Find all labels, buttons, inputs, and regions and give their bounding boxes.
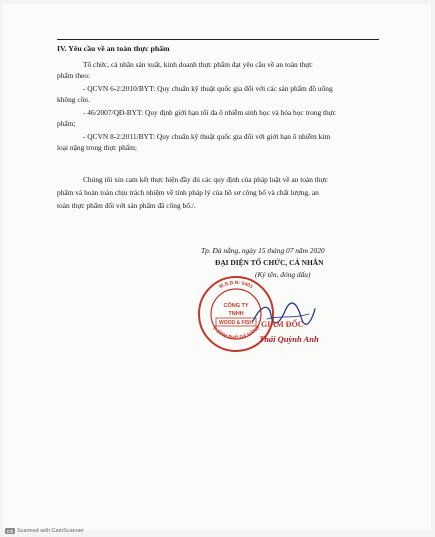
stamp-line-2: TNHH — [228, 311, 244, 317]
stamp-ring-bottom: THÀNH PHỐ ĐÀ NẴNG — [210, 324, 262, 342]
standard-item-2-line-2: phẩm; — [57, 119, 76, 128]
intro-line-1: Tổ chức, cá nhân sản xuất, kinh doanh thực phẩm đạt yêu cầu về an toàn thực — [83, 60, 313, 69]
standard-item-3-line-2: loại nặng trong thực phẩm; — [57, 143, 137, 152]
stamp-line-1: CÔNG TY — [223, 303, 249, 309]
commitment-line-3: toàn thực phẩm đối với sản phẩm đã công bố./. — [57, 201, 196, 210]
camscanner-logo-icon: CS — [6, 528, 14, 534]
signer-name: Thái Quỳnh Anh — [259, 334, 319, 344]
top-rule — [57, 39, 379, 40]
standard-item-2-line-1: - 46/2007/QĐ-BYT: Quy định giới hạn tối đa ô nhiễm sinh học và hóa học trong thực — [83, 108, 337, 117]
stamp-ring-top: M.S.D.N: 0401 — [218, 279, 254, 291]
commitment-line-2: phẩm và hoàn toàn chịu trách nhiệm về tính pháp lý của hồ sơ công bố và chất lượng, an — [57, 188, 319, 197]
section-heading: IV. Yêu cầu về an toàn thực phẩm — [57, 44, 170, 53]
sign-note: (Ký tên, đóng dấu) — [255, 270, 311, 279]
standard-item-3-line-1: - QCVN 8-2:2011/BYT: Quy chuẩn kỹ thuật quốc gia đối với giới hạn ô nhiễm kim — [83, 132, 331, 141]
standard-item-1-line-1: - QCVN 6-2:2010/BYT: Quy chuẩn kỹ thuật quốc gia đối với các sản phẩm đồ uống — [83, 84, 333, 93]
standard-item-1-line-2: không cồn. — [57, 95, 90, 104]
document-page — [3, 4, 431, 530]
representative-label: ĐẠI DIỆN TỔ CHỨC, CÁ NHÂN — [215, 258, 324, 267]
commitment-line-1: Chúng tôi xin cam kết thực hiện đầy đủ các quy định của pháp luật về an toàn thực — [83, 175, 328, 184]
place-date: Tp. Đà nẵng, ngày 15 tháng 07 năm 2020 — [201, 246, 325, 255]
director-title: GIÁM ĐỐC — [261, 320, 304, 329]
stamp-line-3: WOOD & FISH — [219, 320, 253, 327]
intro-line-2: phẩm theo: — [57, 71, 91, 80]
scanner-text: Scanned with CamScanner — [17, 528, 84, 534]
scanner-footer — [0, 525, 435, 537]
